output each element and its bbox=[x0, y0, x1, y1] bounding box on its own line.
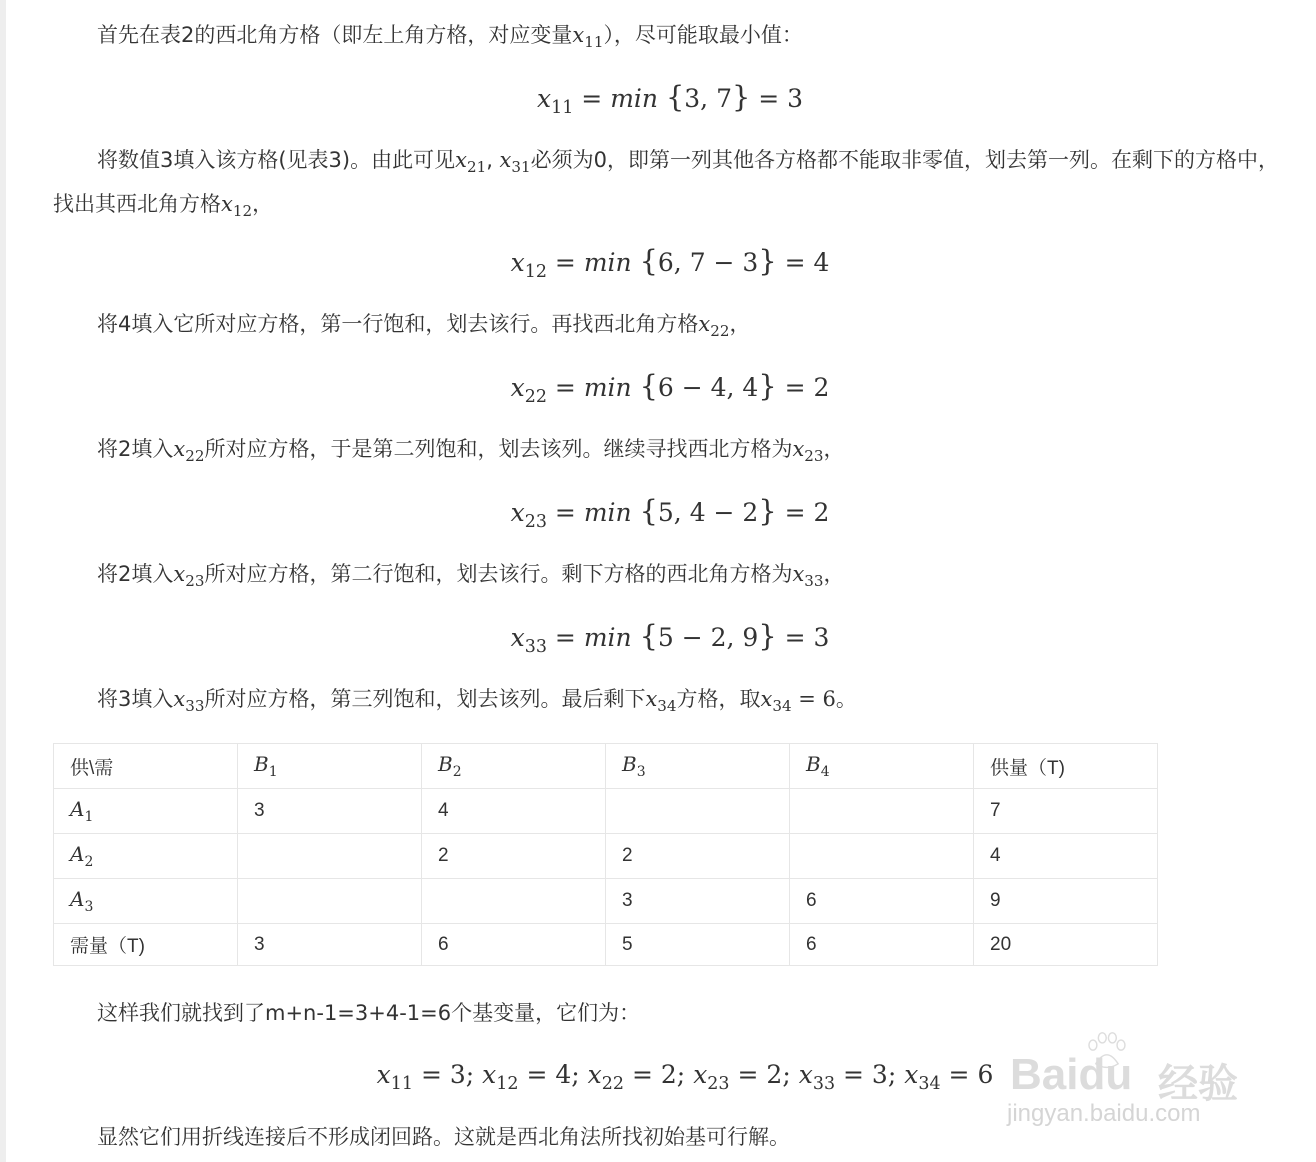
paragraph-conclusion: 显然它们用折线连接后不形成闭回路。这就是西北角法所找初始基可行解。 bbox=[97, 1125, 790, 1149]
equation-x11: $x_{11} = \min \{3$, 7} = 3 bbox=[536, 80, 804, 118]
paragraph-step1: 将数值3填入该方格(见表3)。由此可见$x_{21}$, $x_{31}$必须为0，即第一列其他各方格都不能取非零值，划去第一列。在剩下的方格中，找出其西北角方格$x_{12}$， bbox=[53, 148, 1279, 221]
watermark-url: jingyan.baidu.com bbox=[1007, 1100, 1201, 1127]
table-cell-supply: 9 bbox=[974, 879, 1158, 924]
equation-x22: $x_{22} = \min \{6 - 4$, 4} = 2 bbox=[510, 369, 830, 407]
row-label-a1: $A_1$ bbox=[54, 789, 238, 834]
table-cell: 6 bbox=[790, 879, 974, 924]
table-header-b2: $B_2$ bbox=[422, 744, 606, 789]
table-cell: 2 bbox=[422, 834, 606, 879]
table-cell-supply: 7 bbox=[974, 789, 1158, 834]
table-cell: 3 bbox=[238, 789, 422, 834]
table-cell bbox=[238, 879, 422, 924]
table-cell bbox=[790, 789, 974, 834]
equation-x33: $x_{33} = \min \{5 - 2$, 9} = 3 bbox=[510, 619, 830, 657]
table-cell bbox=[606, 789, 790, 834]
table-header-row bbox=[54, 744, 1158, 789]
table-cell: 6 bbox=[422, 924, 606, 966]
paragraph-intro: 首先在表2的西北角方格（即左上角方格，对应变量$x_{11}$），尽可能取最小值： bbox=[97, 23, 803, 52]
table-cell: 3 bbox=[238, 924, 422, 966]
paragraph-step3: 将2填入$x_{22}$所对应方格，于是第二列饱和，划去该列。继续寻找西北方格为$x_{23}$， bbox=[97, 437, 845, 466]
table-row bbox=[54, 879, 1158, 924]
table-cell bbox=[790, 834, 974, 879]
table-demand-row bbox=[54, 924, 1158, 966]
table-cell: 5 bbox=[606, 924, 790, 966]
paragraph-step2: 将4填入它所对应方格，第一行饱和，划去该行。再找西北角方格$x_{22}$， bbox=[97, 312, 751, 341]
table-corner-cell: 供\需 bbox=[54, 744, 238, 789]
table-row bbox=[54, 834, 1158, 879]
row-label-a3: $A_3$ bbox=[54, 879, 238, 924]
left-border bbox=[0, 0, 6, 1162]
table-header-b4: $B_4$ bbox=[790, 744, 974, 789]
equation-x12: $x_{12} = \min \{6$, 7 − 3} = 4 bbox=[510, 244, 830, 282]
watermark-brand: Baidu bbox=[1010, 1050, 1133, 1099]
watermark-jingyan: 经验 bbox=[1158, 1061, 1238, 1107]
table-cell bbox=[422, 879, 606, 924]
row-label-demand: 需量（T) bbox=[54, 924, 238, 966]
paragraph-basis-count: 这样我们就找到了m+n-1=3+4-1=6个基变量，它们为： bbox=[97, 1001, 641, 1025]
equation-x23: $x_{23} = \min \{5$, 4 − 2} = 2 bbox=[510, 494, 830, 532]
paragraph-step4: 将2填入$x_{23}$所对应方格，第二行饱和，划去该行。剩下方格的西北角方格为$x_{33}$， bbox=[97, 562, 845, 591]
table-cell: 4 bbox=[422, 789, 606, 834]
table-cell bbox=[238, 834, 422, 879]
transport-table bbox=[53, 743, 1158, 966]
table-cell: 3 bbox=[606, 879, 790, 924]
paragraph-step5: 将3填入$x_{33}$所对应方格，第三列饱和，划去该列。最后剩下$x_{34}$方格，取$x_{34} = 6$。 bbox=[97, 687, 857, 716]
table-row bbox=[54, 789, 1158, 834]
row-label-a2: $A_2$ bbox=[54, 834, 238, 879]
table-cell-total: 20 bbox=[974, 924, 1158, 966]
equation-basis-values: $x_{11} = 3$; $x_{12} = 4$; $x_{22} = 2$; $x_{23} = 2$; $x_{33} = 3$; $x_{34} = 6$ bbox=[376, 1060, 994, 1094]
table-header-b3: $B_3$ bbox=[606, 744, 790, 789]
math-var: $x_{11}$ bbox=[572, 23, 604, 52]
table-header-b1: $B_1$ bbox=[238, 744, 422, 789]
table-cell-supply: 4 bbox=[974, 834, 1158, 879]
table-header-supply: 供量（T) bbox=[974, 744, 1158, 789]
table-cell: 2 bbox=[606, 834, 790, 879]
table-cell: 6 bbox=[790, 924, 974, 966]
